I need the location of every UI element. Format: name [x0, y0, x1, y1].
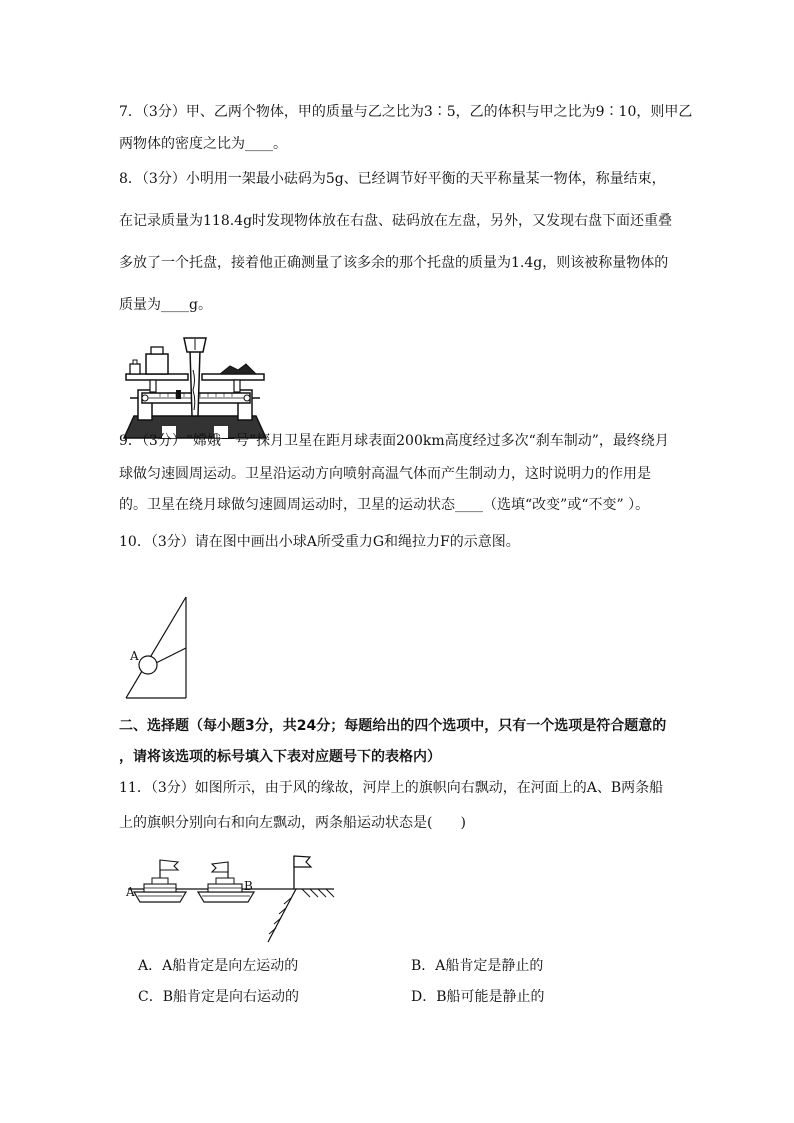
- boats-and-flags-figure: [120, 852, 340, 944]
- balance-scale-figure: [120, 330, 270, 442]
- q11-option-a: A．A船肯定是向左运动的: [138, 958, 299, 974]
- q9-line-1: 9．（3分）“嫦娥一号”探月卫星在距月球表面200km高度经过多次“刹车制动”，最终绕月: [119, 433, 669, 449]
- q8-line-2: 在记录质量为118.4g时发现物体放在右盘、砝码放在左盘，另外，又发现右盘下面还重叠: [119, 213, 673, 229]
- q11-line-2: 上的旗帜分别向右和向左飘动，两条船运动状态是( ): [119, 815, 466, 831]
- q8-line-3: 多放了一个托盘，接着他正确测量了该多余的那个托盘的质量为1.4g，则该被称量物体的: [119, 255, 669, 271]
- boat-a-label: A: [126, 885, 135, 899]
- q11-option-b: B．A船肯定是静止的: [411, 958, 544, 974]
- section-2-heading-line-1: 二、选择题（每小题3分，共24分；每题给出的四个选项中，只有一个选项是符合题意的: [119, 718, 667, 734]
- ball-label-a: A: [130, 649, 139, 663]
- boat-b-label: B: [244, 879, 253, 893]
- q11-option-c: C．B船肯定是向右运动的: [138, 989, 299, 1005]
- q11-line-1: 11．（3分）如图所示，由于风的缘故，河岸上的旗帜向右飘动，在河面上的A、B两条船: [119, 780, 664, 796]
- section-2-heading-line-2: ，请将该选项的标号填入下表对应题号下的表格内）: [119, 749, 441, 765]
- q8-line-4: 质量为____g。: [119, 297, 212, 313]
- q7-line-1: 7．（3分）甲、乙两个物体，甲的质量与乙之比为3∶5，乙的体积与甲之比为9∶10，则甲乙: [119, 104, 693, 120]
- q9-line-2: 球做匀速圆周运动。卫星沿运动方向喷射高温气体而产生制动力，这时说明力的作用是: [119, 466, 651, 482]
- q9-line-3: 的。卫星在绕月球做匀速圆周运动时，卫星的运动状态____（选填“改变”或“不变” ）。: [119, 497, 650, 513]
- ball-on-incline-figure: [120, 592, 192, 702]
- q7-line-2: 两物体的密度之比为____。: [119, 136, 287, 152]
- q10-line-1: 10．（3分）请在图中画出小球A所受重力G和绳拉力F的示意图。: [119, 534, 520, 550]
- q11-option-d: D．B船可能是静止的: [411, 989, 545, 1005]
- q8-line-1: 8．（3分）小明用一架最小砝码为5g、已经调节好平衡的天平称量某一物体，称量结束，: [119, 171, 666, 187]
